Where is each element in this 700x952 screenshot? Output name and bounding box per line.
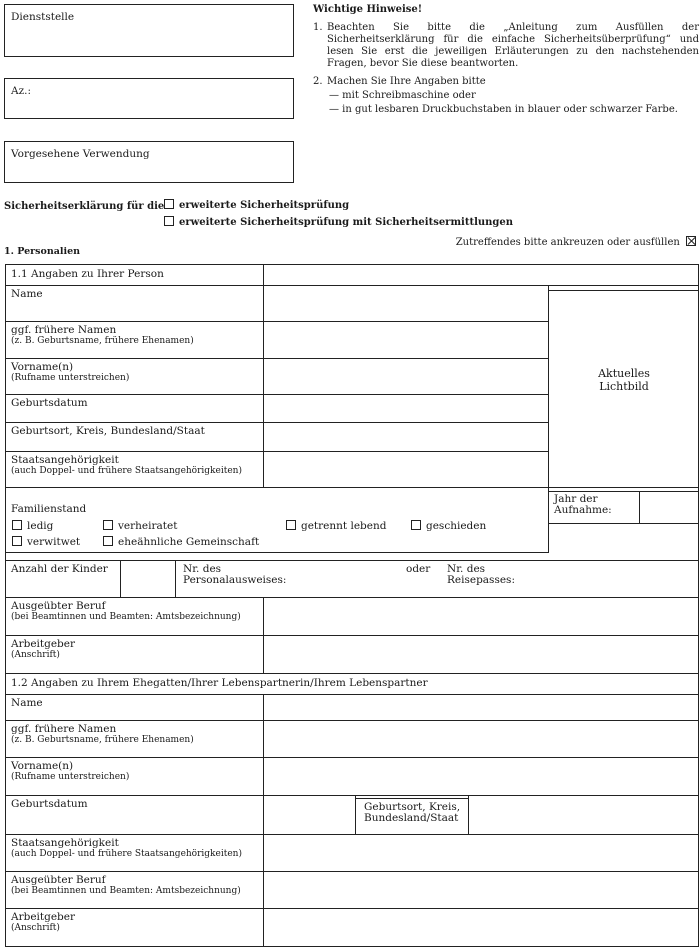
- declaration-option-1-label: erweiterte Sicherheitsprüfung: [179, 200, 350, 211]
- vorname-text: Vorname(n): [11, 361, 74, 373]
- verwendung-field[interactable]: [4, 141, 294, 183]
- fs-eheaehnlich-label: eheähnliche Gemeinschaft: [118, 536, 260, 548]
- checkbox-icon[interactable]: [12, 520, 22, 530]
- hint-item-2: [313, 76, 699, 116]
- fs-option-eheaehnlich[interactable]: [103, 536, 259, 548]
- section-1-title: 1. Personalien: [4, 246, 81, 257]
- checkbox-icon[interactable]: [164, 216, 174, 226]
- beruf-hint: (bei Beamtinnen und Beamten: Amtsbezeichnung): [11, 612, 241, 622]
- spouse-geburtsdatum-label: Geburtsdatum: [11, 798, 88, 810]
- declaration-option-2-label: erweiterte Sicherheitsprüfung mit Sicherheitsermittlungen: [179, 217, 514, 228]
- arbeitgeber-text: Arbeitgeber: [11, 638, 76, 650]
- staatsangehoerigkeit-label: [11, 455, 242, 476]
- spouse-former-names-input[interactable]: [263, 720, 699, 758]
- hint-item-1: [313, 22, 699, 70]
- checkbox-icon[interactable]: [286, 520, 296, 530]
- spouse-staatsangehoerigkeit-hint: (auch Doppel- und frühere Staatsangehörigkeiten): [11, 849, 242, 859]
- checkbox-icon[interactable]: [103, 520, 113, 530]
- beruf-input[interactable]: [263, 597, 699, 636]
- name-input[interactable]: [263, 285, 549, 322]
- spouse-staatsangehoerigkeit-label-cell: [5, 834, 264, 872]
- spouse-staatsangehoerigkeit-label: [11, 838, 242, 859]
- checkbox-icon[interactable]: [164, 199, 174, 209]
- spouse-beruf-label: [11, 875, 241, 896]
- spouse-vorname-label: [11, 761, 129, 782]
- section-1-1-header-blank: [263, 264, 699, 286]
- personalausweis-label: Nr. des Personalausweises:: [183, 563, 287, 586]
- spouse-staatsangehoerigkeit-text: Staatsangehörigkeit: [11, 837, 119, 849]
- spouse-vorname-label-cell: [5, 757, 264, 796]
- az-label: Az.:: [11, 85, 31, 97]
- reisepass-label: Nr. des Reisepasses:: [447, 563, 515, 586]
- former-names-hint: (z. B. Geburtsname, frühere Ehenamen): [11, 336, 194, 346]
- arbeitgeber-label-cell: [5, 635, 264, 674]
- geburtsort-label: Geburtsort, Kreis, Bundesland/Staat: [11, 425, 205, 437]
- staatsangehoerigkeit-hint: (auch Doppel- und frühere Staatsangehörigkeiten): [11, 466, 242, 476]
- jahr-aufnahme-cell: [548, 491, 640, 524]
- beruf-label-cell: [5, 597, 264, 636]
- spouse-geburtsort-label-cell: [355, 798, 469, 835]
- hint-2-text: Machen Sie Ihre Angaben bitte: [327, 76, 486, 87]
- fill-note: [456, 236, 696, 249]
- spouse-name-label-cell: [5, 694, 264, 721]
- fs-option-verheiratet[interactable]: [103, 520, 177, 532]
- spouse-vorname-input[interactable]: [263, 757, 699, 796]
- fs-option-ledig[interactable]: [12, 520, 53, 532]
- kinder-label: Anzahl der Kinder: [11, 563, 108, 575]
- spouse-geburtsdatum-input[interactable]: [263, 795, 356, 835]
- oder-label: oder: [406, 563, 431, 575]
- fs-option-getrennt[interactable]: [286, 520, 386, 532]
- name-label: Name: [11, 288, 43, 300]
- arbeitgeber-label: [11, 639, 75, 660]
- spouse-arbeitgeber-text: Arbeitgeber: [11, 911, 76, 923]
- declaration-label: Sicherheitserklärung für die: [4, 201, 165, 212]
- vorname-input[interactable]: [263, 358, 549, 395]
- fs-geschieden-label: geschieden: [426, 520, 487, 532]
- former-names-input[interactable]: [263, 321, 549, 359]
- vorname-label-cell: [5, 358, 264, 395]
- former-names-label-cell: [5, 321, 264, 359]
- arbeitgeber-hint: (Anschrift): [11, 650, 60, 660]
- geburtsort-label-cell: [5, 422, 264, 452]
- fs-option-verwitwet[interactable]: [12, 536, 80, 548]
- section-1-2-title: 1.2 Angaben zu Ihrem Ehegatten/Ihrer Lebenspartnerin/Ihrem Lebenspartner: [11, 677, 428, 689]
- fs-getrennt-label: getrennt lebend: [301, 520, 387, 532]
- beruf-label: [11, 601, 241, 622]
- section-1-1-header: [5, 264, 264, 286]
- hints-panel: [313, 4, 699, 116]
- geburtsdatum-label: Geburtsdatum: [11, 397, 88, 409]
- fs-ledig-label: ledig: [27, 520, 54, 532]
- verwendung-label: Vorgesehene Verwendung: [11, 148, 150, 160]
- vorname-hint: (Rufname unterstreichen): [11, 373, 130, 383]
- spouse-former-names-text: ggf. frühere Namen: [11, 723, 117, 735]
- spouse-geburtsdatum-label-cell: [5, 795, 264, 835]
- spouse-beruf-input[interactable]: [263, 871, 699, 909]
- dienststelle-label: Dienststelle: [11, 11, 75, 23]
- spouse-beruf-text: Ausgeübter Beruf: [11, 874, 106, 886]
- spouse-beruf-hint: (bei Beamtinnen und Beamten: Amtsbezeichnung): [11, 886, 241, 896]
- jahr-aufnahme-label: Jahr der Aufnahme:: [554, 493, 612, 516]
- spouse-name-input[interactable]: [263, 694, 699, 721]
- vorname-label: [11, 362, 129, 383]
- former-names-text: ggf. frühere Namen: [11, 324, 117, 336]
- checkbox-icon[interactable]: [103, 536, 113, 546]
- fs-verwitwet-label: verwitwet: [27, 536, 81, 548]
- geburtsort-input[interactable]: [263, 422, 549, 452]
- declaration-option-1[interactable]: [164, 199, 349, 212]
- staatsangehoerigkeit-text: Staatsangehörigkeit: [11, 454, 119, 466]
- section-1-1-title: 1.1 Angaben zu Ihrer Person: [11, 268, 164, 280]
- spouse-arbeitgeber-input[interactable]: [263, 908, 699, 947]
- spouse-former-names-label: [11, 724, 194, 745]
- beruf-text: Ausgeübter Beruf: [11, 600, 106, 612]
- arbeitgeber-input[interactable]: [263, 635, 699, 674]
- spouse-geburtsort-input[interactable]: [468, 795, 699, 835]
- hint-1-text: Beachten Sie bitte die „Anleitung zum Ausfüllen der Sicherheitserklärung für die einfache Sicherheitsüberprüfung“ und lesen Sie erst die jeweiligen Erläuterungen zu den nachstehenden Fragen, bevor Sie diese beantworten.: [327, 22, 699, 69]
- fs-option-geschieden[interactable]: [411, 520, 486, 532]
- spouse-arbeitgeber-label: [11, 912, 75, 933]
- kinder-label-cell: [5, 560, 121, 598]
- crossed-checkbox-icon: [686, 236, 696, 246]
- former-names-label: [11, 325, 194, 346]
- staatsangehoerigkeit-input[interactable]: [263, 451, 549, 488]
- spouse-geburtsort-label: Geburtsort, Kreis, Bundesland/Staat: [364, 801, 461, 824]
- jahr-aufnahme-input[interactable]: [639, 491, 699, 524]
- fill-note-text: Zutreffendes bitte ankreuzen oder ausfüllen: [455, 237, 680, 248]
- geburtsdatum-label-cell: [5, 394, 264, 423]
- hint-2-option-b: — in gut lesbaren Druckbuchstaben in blauer oder schwarzer Farbe.: [329, 104, 678, 115]
- fs-verheiratet-label: verheiratet: [118, 520, 178, 532]
- hint-2-option-a: — mit Schreibmaschine oder: [329, 90, 476, 101]
- hint-2-number: 2.: [313, 76, 323, 87]
- spouse-arbeitgeber-label-cell: [5, 908, 264, 947]
- hints-title: Wichtige Hinweise!: [313, 4, 423, 15]
- checkbox-icon[interactable]: [12, 536, 22, 546]
- spouse-arbeitgeber-hint: (Anschrift): [11, 923, 60, 933]
- spouse-name-label: Name: [11, 697, 43, 709]
- az-field[interactable]: [4, 78, 294, 119]
- staatsangehoerigkeit-label-cell: [5, 451, 264, 488]
- spouse-beruf-label-cell: [5, 871, 264, 909]
- geburtsdatum-input[interactable]: [263, 394, 549, 423]
- photo-box[interactable]: [548, 290, 699, 488]
- spouse-former-names-label-cell: [5, 720, 264, 758]
- dienststelle-field[interactable]: [4, 4, 294, 57]
- kinder-input[interactable]: [120, 560, 176, 598]
- checkbox-icon[interactable]: [411, 520, 421, 530]
- section-1-2-header: [5, 673, 699, 695]
- spouse-former-names-hint: (z. B. Geburtsname, frühere Ehenamen): [11, 735, 194, 745]
- name-label-cell: [5, 285, 264, 322]
- declaration-option-2[interactable]: [164, 216, 513, 229]
- spouse-vorname-text: Vorname(n): [11, 760, 74, 772]
- hint-1-number: 1.: [313, 22, 323, 33]
- spouse-staatsangehoerigkeit-input[interactable]: [263, 834, 699, 872]
- spouse-vorname-hint: (Rufname unterstreichen): [11, 772, 130, 782]
- familienstand-label: Familienstand: [11, 503, 87, 515]
- ausweis-cell[interactable]: [175, 560, 699, 598]
- photo-label: Aktuelles Lichtbild: [598, 367, 650, 393]
